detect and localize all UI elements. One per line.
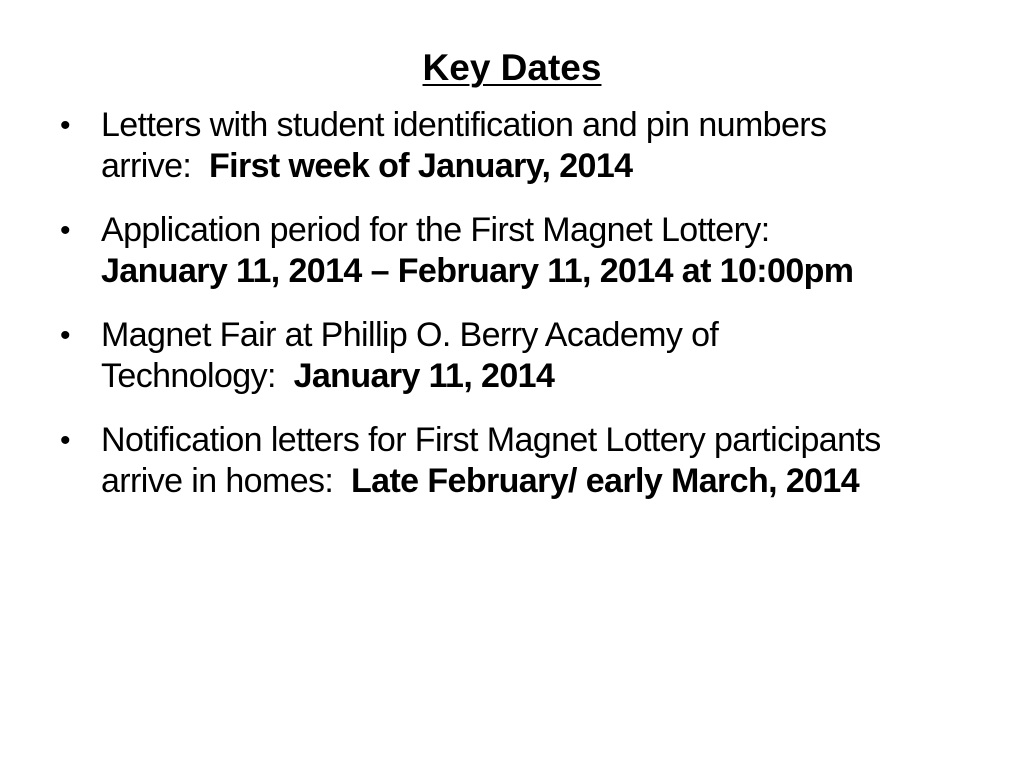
item-date: January 11, 2014 – February 11, 2014 at 10:00pm	[101, 252, 854, 290]
list-item	[60, 420, 960, 502]
list-item	[60, 105, 960, 187]
slide-title	[0, 44, 1024, 92]
bullet-icon: •	[60, 424, 70, 457]
bullet-icon: •	[60, 214, 70, 247]
item-description: Application period for the First Magnet Lottery:	[101, 211, 770, 249]
bullet-icon: •	[60, 319, 70, 352]
bullet-icon: •	[60, 109, 70, 142]
list-item	[60, 315, 960, 397]
item-date: January 11, 2014	[293, 357, 555, 395]
item-date: First week of January, 2014	[208, 147, 633, 185]
slide-title-text: Key Dates	[422, 47, 602, 88]
item-description: Notification letters for First Magnet Lottery participants arrive in homes:	[101, 421, 881, 500]
item-date: Late February/ early March, 2014	[350, 462, 860, 500]
key-dates-list	[60, 105, 960, 525]
item-description: Letters with student identification and pin numbers arrive:	[101, 106, 827, 185]
item-description: Magnet Fair at Phillip O. Berry Academy of Technology:	[101, 316, 719, 395]
list-item	[60, 210, 960, 292]
